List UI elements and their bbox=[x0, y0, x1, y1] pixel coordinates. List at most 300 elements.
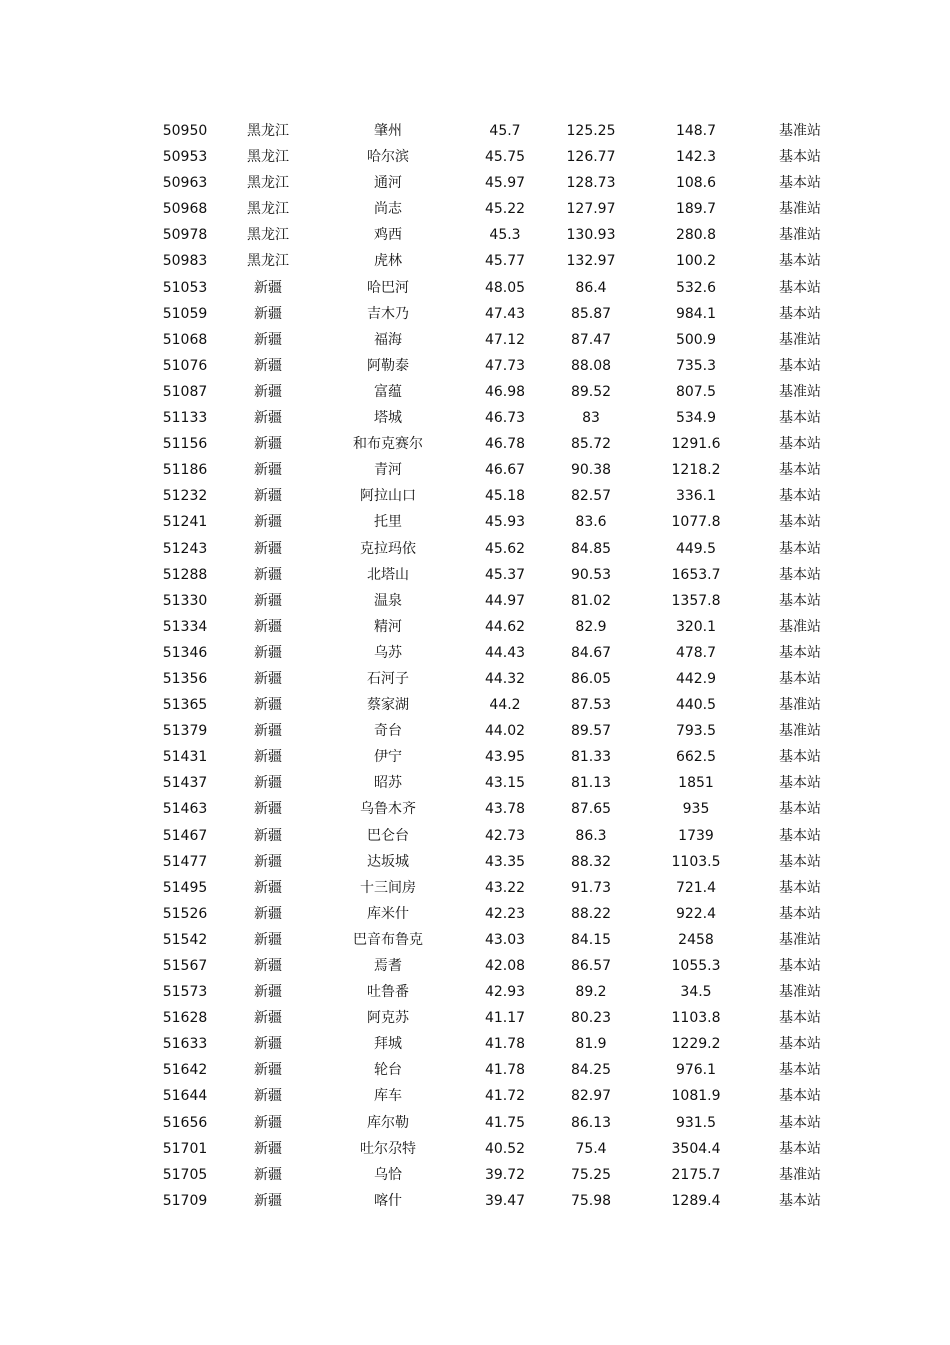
longitude-cell: 128.73 bbox=[566, 175, 616, 192]
province-cell: 新疆 bbox=[254, 331, 282, 348]
station-id-cell: 51656 bbox=[162, 1114, 208, 1131]
table-row bbox=[0, 509, 950, 535]
latitude-cell: 40.52 bbox=[484, 1140, 526, 1157]
latitude-cell: 44.43 bbox=[484, 644, 526, 661]
station-type-cell: 基本站 bbox=[779, 853, 821, 870]
table-row bbox=[0, 1057, 950, 1083]
station-id-cell: 51356 bbox=[162, 670, 208, 687]
longitude-cell: 75.4 bbox=[575, 1140, 607, 1157]
latitude-cell: 41.78 bbox=[484, 1062, 526, 1079]
station-type-cell: 基准站 bbox=[779, 227, 821, 244]
station-name-cell: 虎林 bbox=[374, 253, 402, 270]
station-type-cell: 基本站 bbox=[779, 775, 821, 792]
longitude-cell: 86.3 bbox=[575, 827, 607, 844]
latitude-cell: 44.2 bbox=[489, 697, 521, 714]
latitude-cell: 44.62 bbox=[484, 618, 526, 635]
province-cell: 新疆 bbox=[254, 1114, 282, 1131]
longitude-cell: 89.52 bbox=[570, 383, 612, 400]
station-type-cell: 基本站 bbox=[779, 1192, 821, 1209]
station-id-cell: 51431 bbox=[162, 749, 208, 766]
table-row bbox=[0, 222, 950, 248]
latitude-cell: 44.97 bbox=[484, 592, 526, 609]
latitude-cell: 43.03 bbox=[484, 931, 526, 948]
longitude-cell: 91.73 bbox=[570, 879, 612, 896]
altitude-cell: 1739 bbox=[678, 827, 714, 844]
altitude-cell: 440.5 bbox=[675, 697, 717, 714]
altitude-cell: 3504.4 bbox=[671, 1140, 721, 1157]
table-row bbox=[0, 796, 950, 822]
longitude-cell: 86.13 bbox=[570, 1114, 612, 1131]
longitude-cell: 87.53 bbox=[570, 697, 612, 714]
latitude-cell: 47.12 bbox=[484, 331, 526, 348]
table-row bbox=[0, 457, 950, 483]
station-id-cell: 51526 bbox=[162, 905, 208, 922]
longitude-cell: 81.02 bbox=[570, 592, 612, 609]
longitude-cell: 89.57 bbox=[570, 723, 612, 740]
station-name-cell: 克拉玛依 bbox=[360, 540, 416, 557]
station-name-cell: 温泉 bbox=[374, 592, 402, 609]
station-type-cell: 基本站 bbox=[779, 1088, 821, 1105]
station-type-cell: 基准站 bbox=[779, 331, 821, 348]
altitude-cell: 442.9 bbox=[675, 670, 717, 687]
altitude-cell: 807.5 bbox=[675, 383, 717, 400]
station-name-cell: 石河子 bbox=[367, 670, 409, 687]
latitude-cell: 44.32 bbox=[484, 670, 526, 687]
altitude-cell: 721.4 bbox=[675, 879, 717, 896]
station-id-cell: 50950 bbox=[162, 123, 208, 139]
altitude-cell: 108.6 bbox=[675, 175, 717, 192]
station-id-cell: 51705 bbox=[162, 1166, 208, 1183]
table-row bbox=[0, 327, 950, 353]
altitude-cell: 1291.6 bbox=[671, 436, 721, 453]
province-cell: 新疆 bbox=[254, 1062, 282, 1079]
station-id-cell: 50963 bbox=[162, 175, 208, 192]
latitude-cell: 42.23 bbox=[484, 905, 526, 922]
station-type-cell: 基本站 bbox=[779, 644, 821, 661]
station-type-cell: 基本站 bbox=[779, 279, 821, 296]
table-row bbox=[0, 144, 950, 170]
station-id-cell: 51156 bbox=[162, 436, 208, 453]
station-id-cell: 51542 bbox=[162, 931, 208, 948]
table-row bbox=[0, 718, 950, 744]
station-name-cell: 富蕴 bbox=[374, 383, 402, 400]
latitude-cell: 43.78 bbox=[484, 801, 526, 818]
station-name-cell: 乌苏 bbox=[374, 644, 402, 661]
station-id-cell: 51076 bbox=[162, 357, 208, 374]
table-row bbox=[0, 431, 950, 457]
latitude-cell: 45.3 bbox=[489, 227, 521, 244]
province-cell: 新疆 bbox=[254, 670, 282, 687]
station-id-cell: 50968 bbox=[162, 201, 208, 218]
province-cell: 新疆 bbox=[254, 905, 282, 922]
table-row bbox=[0, 692, 950, 718]
station-type-cell: 基本站 bbox=[779, 305, 821, 322]
station-type-cell: 基本站 bbox=[779, 540, 821, 557]
station-name-cell: 阿克苏 bbox=[367, 1010, 409, 1027]
latitude-cell: 39.72 bbox=[484, 1166, 526, 1183]
longitude-cell: 80.23 bbox=[570, 1010, 612, 1027]
province-cell: 黑龙江 bbox=[247, 149, 289, 166]
station-id-cell: 51334 bbox=[162, 618, 208, 635]
station-type-cell: 基本站 bbox=[779, 436, 821, 453]
table-row bbox=[0, 1083, 950, 1109]
station-name-cell: 库车 bbox=[374, 1088, 402, 1105]
table-row bbox=[0, 483, 950, 509]
longitude-cell: 126.77 bbox=[566, 149, 616, 166]
station-id-cell: 51495 bbox=[162, 879, 208, 896]
table-row bbox=[0, 118, 950, 144]
longitude-cell: 81.9 bbox=[575, 1036, 607, 1053]
station-id-cell: 51437 bbox=[162, 775, 208, 792]
latitude-cell: 39.47 bbox=[484, 1192, 526, 1209]
longitude-cell: 75.98 bbox=[570, 1192, 612, 1209]
table-row bbox=[0, 1005, 950, 1031]
table-row bbox=[0, 353, 950, 379]
station-type-cell: 基准站 bbox=[779, 201, 821, 218]
province-cell: 新疆 bbox=[254, 1140, 282, 1157]
latitude-cell: 42.93 bbox=[484, 984, 526, 1001]
station-id-cell: 51232 bbox=[162, 488, 208, 505]
latitude-cell: 41.78 bbox=[484, 1036, 526, 1053]
station-name-cell: 蔡家湖 bbox=[367, 697, 409, 714]
station-type-cell: 基本站 bbox=[779, 357, 821, 374]
latitude-cell: 45.97 bbox=[484, 175, 526, 192]
station-name-cell: 库尔勒 bbox=[367, 1114, 409, 1131]
province-cell: 新疆 bbox=[254, 853, 282, 870]
station-type-cell: 基本站 bbox=[779, 905, 821, 922]
table-row bbox=[0, 1188, 950, 1214]
altitude-cell: 976.1 bbox=[675, 1062, 717, 1079]
table-row bbox=[0, 953, 950, 979]
station-name-cell: 十三间房 bbox=[360, 879, 416, 896]
station-id-cell: 51644 bbox=[162, 1088, 208, 1105]
station-name-cell: 阿勒泰 bbox=[367, 357, 409, 374]
longitude-cell: 86.4 bbox=[575, 279, 607, 296]
station-type-cell: 基本站 bbox=[779, 1140, 821, 1157]
longitude-cell: 82.97 bbox=[570, 1088, 612, 1105]
table-row bbox=[0, 196, 950, 222]
station-name-cell: 青河 bbox=[374, 462, 402, 479]
station-name-cell: 吉木乃 bbox=[367, 305, 409, 322]
table-row bbox=[0, 614, 950, 640]
latitude-cell: 42.73 bbox=[484, 827, 526, 844]
longitude-cell: 81.13 bbox=[570, 775, 612, 792]
longitude-cell: 130.93 bbox=[566, 227, 616, 244]
longitude-cell: 86.05 bbox=[570, 670, 612, 687]
station-type-cell: 基本站 bbox=[779, 749, 821, 766]
province-cell: 黑龙江 bbox=[247, 253, 289, 270]
altitude-cell: 931.5 bbox=[675, 1114, 717, 1131]
province-cell: 新疆 bbox=[254, 931, 282, 948]
longitude-cell: 88.22 bbox=[570, 905, 612, 922]
latitude-cell: 46.73 bbox=[484, 410, 526, 427]
station-type-cell: 基本站 bbox=[779, 1114, 821, 1131]
station-type-cell: 基准站 bbox=[779, 984, 821, 1001]
station-type-cell: 基本站 bbox=[779, 566, 821, 583]
altitude-cell: 1081.9 bbox=[671, 1088, 721, 1105]
longitude-cell: 82.57 bbox=[570, 488, 612, 505]
station-name-cell: 乌恰 bbox=[374, 1166, 402, 1183]
table-row bbox=[0, 849, 950, 875]
table-row bbox=[0, 927, 950, 953]
latitude-cell: 45.93 bbox=[484, 514, 526, 531]
table-row bbox=[0, 379, 950, 405]
station-id-cell: 51379 bbox=[162, 723, 208, 740]
station-id-cell: 51467 bbox=[162, 827, 208, 844]
latitude-cell: 45.77 bbox=[484, 253, 526, 270]
station-name-cell: 昭苏 bbox=[374, 775, 402, 792]
province-cell: 新疆 bbox=[254, 618, 282, 635]
station-type-cell: 基本站 bbox=[779, 1010, 821, 1027]
latitude-cell: 47.73 bbox=[484, 357, 526, 374]
latitude-cell: 43.15 bbox=[484, 775, 526, 792]
longitude-cell: 125.25 bbox=[566, 123, 616, 139]
station-id-cell: 51463 bbox=[162, 801, 208, 818]
altitude-cell: 336.1 bbox=[675, 488, 717, 505]
province-cell: 新疆 bbox=[254, 592, 282, 609]
station-type-cell: 基本站 bbox=[779, 801, 821, 818]
station-type-cell: 基本站 bbox=[779, 462, 821, 479]
station-id-cell: 51068 bbox=[162, 331, 208, 348]
station-type-cell: 基准站 bbox=[779, 618, 821, 635]
province-cell: 新疆 bbox=[254, 1166, 282, 1183]
table-row bbox=[0, 666, 950, 692]
province-cell: 新疆 bbox=[254, 1010, 282, 1027]
latitude-cell: 45.62 bbox=[484, 540, 526, 557]
station-type-cell: 基本站 bbox=[779, 1062, 821, 1079]
altitude-cell: 1077.8 bbox=[671, 514, 721, 531]
station-id-cell: 51477 bbox=[162, 853, 208, 870]
altitude-cell: 662.5 bbox=[675, 749, 717, 766]
altitude-cell: 1851 bbox=[678, 775, 714, 792]
table-row bbox=[0, 744, 950, 770]
longitude-cell: 87.47 bbox=[570, 331, 612, 348]
station-id-cell: 50978 bbox=[162, 227, 208, 244]
station-id-cell: 51365 bbox=[162, 697, 208, 714]
altitude-cell: 100.2 bbox=[675, 253, 717, 270]
station-id-cell: 51243 bbox=[162, 540, 208, 557]
station-id-cell: 51642 bbox=[162, 1062, 208, 1079]
province-cell: 新疆 bbox=[254, 644, 282, 661]
province-cell: 新疆 bbox=[254, 723, 282, 740]
province-cell: 新疆 bbox=[254, 436, 282, 453]
latitude-cell: 47.43 bbox=[484, 305, 526, 322]
province-cell: 新疆 bbox=[254, 749, 282, 766]
province-cell: 新疆 bbox=[254, 514, 282, 531]
altitude-cell: 1055.3 bbox=[671, 958, 721, 974]
province-cell: 新疆 bbox=[254, 1192, 282, 1209]
table-row bbox=[0, 405, 950, 431]
table-row bbox=[0, 901, 950, 927]
latitude-cell: 45.7 bbox=[489, 123, 521, 139]
longitude-cell: 83 bbox=[582, 410, 600, 427]
station-id-cell: 51133 bbox=[162, 410, 208, 427]
altitude-cell: 1653.7 bbox=[671, 566, 721, 583]
station-type-cell: 基准站 bbox=[779, 383, 821, 400]
longitude-cell: 84.25 bbox=[570, 1062, 612, 1079]
station-name-cell: 阿拉山口 bbox=[360, 488, 416, 505]
station-id-cell: 51330 bbox=[162, 592, 208, 609]
province-cell: 新疆 bbox=[254, 488, 282, 505]
longitude-cell: 82.9 bbox=[575, 618, 607, 635]
table-row bbox=[0, 248, 950, 274]
station-id-cell: 51059 bbox=[162, 305, 208, 322]
province-cell: 新疆 bbox=[254, 879, 282, 896]
longitude-cell: 88.08 bbox=[570, 357, 612, 374]
table-row bbox=[0, 301, 950, 327]
station-id-cell: 51567 bbox=[162, 958, 208, 974]
station-name-cell: 巴仑台 bbox=[367, 827, 409, 844]
table-row bbox=[0, 588, 950, 614]
latitude-cell: 43.95 bbox=[484, 749, 526, 766]
station-name-cell: 塔城 bbox=[374, 410, 402, 427]
station-name-cell: 喀什 bbox=[374, 1192, 402, 1209]
province-cell: 新疆 bbox=[254, 984, 282, 1001]
province-cell: 黑龙江 bbox=[247, 201, 289, 218]
longitude-cell: 85.72 bbox=[570, 436, 612, 453]
table-row bbox=[0, 1031, 950, 1057]
latitude-cell: 45.37 bbox=[484, 566, 526, 583]
station-name-cell: 吐鲁番 bbox=[367, 984, 409, 1001]
altitude-cell: 449.5 bbox=[675, 540, 717, 557]
altitude-cell: 148.7 bbox=[675, 123, 717, 139]
longitude-cell: 86.57 bbox=[570, 958, 612, 974]
altitude-cell: 320.1 bbox=[675, 618, 717, 635]
station-name-cell: 肇州 bbox=[374, 123, 402, 139]
station-name-cell: 库米什 bbox=[367, 905, 409, 922]
station-id-cell: 51709 bbox=[162, 1192, 208, 1209]
station-id-cell: 51186 bbox=[162, 462, 208, 479]
province-cell: 新疆 bbox=[254, 383, 282, 400]
province-cell: 新疆 bbox=[254, 827, 282, 844]
latitude-cell: 43.22 bbox=[484, 879, 526, 896]
altitude-cell: 532.6 bbox=[675, 279, 717, 296]
province-cell: 黑龙江 bbox=[247, 227, 289, 244]
altitude-cell: 1103.5 bbox=[671, 853, 721, 870]
station-type-cell: 基本站 bbox=[779, 827, 821, 844]
altitude-cell: 34.5 bbox=[680, 984, 712, 1001]
altitude-cell: 793.5 bbox=[675, 723, 717, 740]
station-name-cell: 福海 bbox=[374, 331, 402, 348]
province-cell: 新疆 bbox=[254, 357, 282, 374]
table-row bbox=[0, 1162, 950, 1188]
altitude-cell: 1103.8 bbox=[671, 1010, 721, 1027]
station-name-cell: 哈尔滨 bbox=[367, 149, 409, 166]
station-type-cell: 基准站 bbox=[779, 1166, 821, 1183]
altitude-cell: 142.3 bbox=[675, 149, 717, 166]
province-cell: 新疆 bbox=[254, 410, 282, 427]
station-name-cell: 和布克赛尔 bbox=[353, 436, 423, 453]
table-row bbox=[0, 1110, 950, 1136]
station-id-cell: 51701 bbox=[162, 1140, 208, 1157]
station-id-cell: 51628 bbox=[162, 1010, 208, 1027]
latitude-cell: 43.35 bbox=[484, 853, 526, 870]
latitude-cell: 44.02 bbox=[484, 723, 526, 740]
station-type-cell: 基本站 bbox=[779, 410, 821, 427]
station-name-cell: 哈巴河 bbox=[367, 279, 409, 296]
station-name-cell: 通河 bbox=[374, 175, 402, 192]
station-name-cell: 伊宁 bbox=[374, 749, 402, 766]
latitude-cell: 42.08 bbox=[484, 958, 526, 974]
station-type-cell: 基本站 bbox=[779, 879, 821, 896]
station-type-cell: 基本站 bbox=[779, 670, 821, 687]
station-name-cell: 托里 bbox=[374, 514, 402, 531]
province-cell: 黑龙江 bbox=[247, 175, 289, 192]
table-row bbox=[0, 979, 950, 1005]
province-cell: 新疆 bbox=[254, 801, 282, 818]
station-type-cell: 基准站 bbox=[779, 931, 821, 948]
station-id-cell: 51633 bbox=[162, 1036, 208, 1053]
longitude-cell: 84.85 bbox=[570, 540, 612, 557]
station-type-cell: 基本站 bbox=[779, 253, 821, 270]
table-row bbox=[0, 640, 950, 666]
longitude-cell: 90.38 bbox=[570, 462, 612, 479]
altitude-cell: 478.7 bbox=[675, 644, 717, 661]
longitude-cell: 84.15 bbox=[570, 931, 612, 948]
station-type-cell: 基本站 bbox=[779, 175, 821, 192]
station-id-cell: 51573 bbox=[162, 984, 208, 1001]
latitude-cell: 45.18 bbox=[484, 488, 526, 505]
station-name-cell: 乌鲁木齐 bbox=[360, 801, 416, 818]
station-type-cell: 基准站 bbox=[779, 123, 821, 139]
station-type-cell: 基本站 bbox=[779, 1036, 821, 1053]
station-name-cell: 拜城 bbox=[374, 1036, 402, 1053]
province-cell: 新疆 bbox=[254, 697, 282, 714]
altitude-cell: 984.1 bbox=[675, 305, 717, 322]
station-type-cell: 基准站 bbox=[779, 723, 821, 740]
station-type-cell: 基本站 bbox=[779, 488, 821, 505]
station-id-cell: 50983 bbox=[162, 253, 208, 270]
latitude-cell: 41.72 bbox=[484, 1088, 526, 1105]
table-row bbox=[0, 823, 950, 849]
station-name-cell: 尚志 bbox=[374, 201, 402, 218]
station-name-cell: 达坂城 bbox=[367, 853, 409, 870]
station-name-cell: 精河 bbox=[374, 618, 402, 635]
province-cell: 新疆 bbox=[254, 775, 282, 792]
longitude-cell: 75.25 bbox=[570, 1166, 612, 1183]
table-row bbox=[0, 562, 950, 588]
longitude-cell: 84.67 bbox=[570, 644, 612, 661]
altitude-cell: 2458 bbox=[678, 931, 714, 948]
station-type-cell: 基本站 bbox=[779, 514, 821, 531]
longitude-cell: 132.97 bbox=[566, 253, 616, 270]
station-id-cell: 51288 bbox=[162, 566, 208, 583]
station-id-cell: 50953 bbox=[162, 149, 208, 166]
station-type-cell: 基本站 bbox=[779, 958, 821, 974]
longitude-cell: 87.65 bbox=[570, 801, 612, 818]
altitude-cell: 1289.4 bbox=[671, 1192, 721, 1209]
altitude-cell: 735.3 bbox=[675, 357, 717, 374]
station-name-cell: 轮台 bbox=[374, 1062, 402, 1079]
province-cell: 新疆 bbox=[254, 540, 282, 557]
station-id-cell: 51087 bbox=[162, 383, 208, 400]
station-id-cell: 51053 bbox=[162, 279, 208, 296]
longitude-cell: 85.87 bbox=[570, 305, 612, 322]
station-name-cell: 北塔山 bbox=[367, 566, 409, 583]
longitude-cell: 88.32 bbox=[570, 853, 612, 870]
station-table bbox=[0, 118, 950, 1214]
table-row bbox=[0, 275, 950, 301]
table-row bbox=[0, 770, 950, 796]
altitude-cell: 1357.8 bbox=[671, 592, 721, 609]
latitude-cell: 48.05 bbox=[484, 279, 526, 296]
latitude-cell: 46.98 bbox=[484, 383, 526, 400]
table-row bbox=[0, 875, 950, 901]
province-cell: 新疆 bbox=[254, 279, 282, 296]
altitude-cell: 1229.2 bbox=[671, 1036, 721, 1053]
latitude-cell: 45.22 bbox=[484, 201, 526, 218]
latitude-cell: 41.75 bbox=[484, 1114, 526, 1131]
